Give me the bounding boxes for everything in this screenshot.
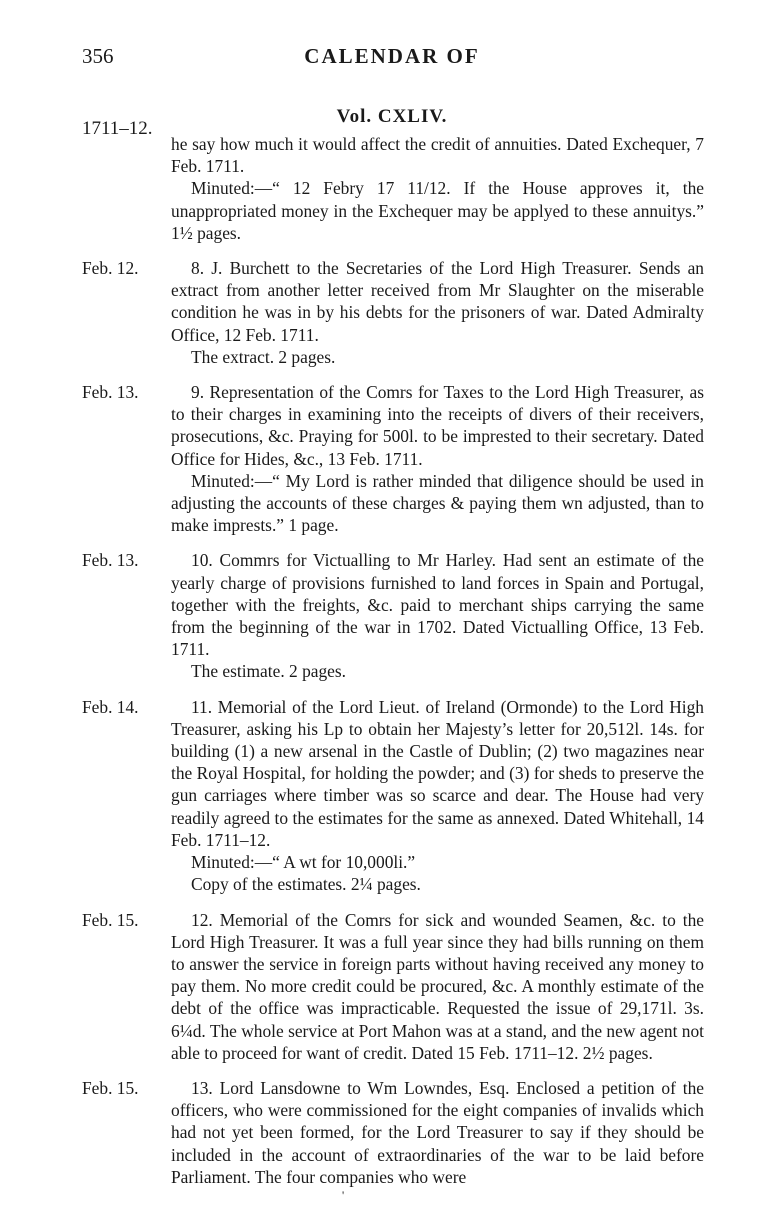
volume-title: Vol. CXLIV.: [336, 106, 448, 127]
calendar-entry: [82, 696, 704, 896]
footer-mark: ': [342, 1188, 345, 1202]
page-number: 356: [82, 44, 114, 68]
calendar-entry: [82, 1077, 704, 1188]
entry-date: Feb. 14.: [82, 696, 139, 717]
entry-text: [171, 1077, 704, 1188]
volume-heading: [82, 106, 702, 139]
entry-paragraph: The estimate. 2 pages.: [191, 661, 347, 682]
calendar-entry: [82, 909, 704, 1064]
entry-paragraph: 10. Commrs for Victualling to Mr Harley. Had sent an estimate of the yearly charge of provisions furnished to land forces in Spain and Portugal, together with the freights, &c. paid to merchant ships carrying the same from the beginning of the war in 1702. Dated Victualling Office, 13 Feb. 1711.: [171, 550, 704, 660]
entry-date: Feb. 13.: [82, 550, 139, 571]
entry-paragraph: Minuted:—“ A wt for 10,000li.”: [191, 852, 416, 873]
calendar-entry: [82, 381, 704, 536]
entry-text: [171, 257, 704, 368]
entry-paragraph: 8. J. Burchett to the Secretaries of the Lord High Treasurer. Sends an extract from another letter received from Mr Slaughter on the miserable condition he was in by his debts for the prisoners of war. Dated Admiralty Office, 12 Feb. 1711.: [171, 258, 704, 345]
entry-paragraph: Minuted:—“ My Lord is rather minded that diligence should be used in adjusting the accounts of these charges & paying them wn adjusted, than to make imprests.” 1 page.: [171, 470, 704, 536]
entry-text: [171, 381, 704, 536]
entry-paragraph: Minuted:—“ 12 Febry 17 11/12. If the House approves it, the unappropriated money in the Exchequer may be applyed to these annuitys.” 1½ pages.: [171, 178, 704, 243]
entry-paragraph: 12. Memorial of the Comrs for sick and wounded Seamen, &c. to the Lord High Treasurer. It was a full year since they had bills running on them to answer the service in foreign parts without having received any money to pay them. No more credit could be procured, &c. A monthly estimate of the debt of the office was impracticable. Requested the issue of 29,171l. 3s. 6¼d. The whole service at Port Mahon was at a stand, and the new agent not able to proceed for want of credit. Dated 15 Feb. 1711–12. 2½ pages.: [171, 909, 704, 1063]
entry-text: [171, 549, 704, 682]
entry-paragraph: Copy of the estimates. 2¼ pages.: [191, 874, 421, 895]
entry-date: Feb. 15.: [82, 1077, 139, 1098]
volume-year: 1711–12.: [82, 118, 153, 139]
calendar-entries: [82, 133, 704, 1188]
entry-text: [171, 909, 704, 1064]
entry-paragraph: 11. Memorial of the Lord Lieut. of Ireland (Ormonde) to the Lord High Treasurer, asking his Lp to obtain her Majesty’s letter for 20,512l. 14s. for building (1) a new arsenal in the Castle of Dublin; (2) two magazines near the Royal Hospital, for holding the powder; and (3) for sheds to preserve the gun carriages where timber was so scarce and dear. The House had very readily agreed to the estimates for the same as annexed. Dated Whitehall, 14 Feb. 1711–12.: [171, 696, 704, 850]
entry-text: [171, 696, 704, 896]
entry-date: Feb. 15.: [82, 909, 139, 930]
entry-paragraph: 9. Representation of the Comrs for Taxes to the Lord High Treasurer, as to their charges in examining into the receipts of divers of their receivers, prosecutions, &c. Praying for 500l. to be imprested to their secretary. Dated Office for Hides, &c., 13 Feb. 1711.: [171, 382, 704, 469]
page-header: [82, 44, 702, 74]
calendar-entry: [82, 133, 704, 244]
calendar-entry: [82, 257, 704, 368]
entry-date: Feb. 12.: [82, 258, 139, 279]
entry-date: Feb. 13.: [82, 382, 139, 403]
calendar-entry: [82, 549, 704, 682]
entry-paragraph: 13. Lord Lansdowne to Wm Lowndes, Esq. Enclosed a petition of the officers, who were commissioned for the eight companies of invalids which had not yet been formed, for the Lord Treasurer to say if they should be included in the account of extraordinaries of the war to be laid before Parliament. The four companies who were: [171, 1077, 704, 1187]
entry-text: [171, 133, 704, 244]
entry-paragraph: The extract. 2 pages.: [191, 346, 336, 367]
running-head: CALENDAR OF: [304, 44, 480, 68]
entry-paragraph: he say how much it would affect the credit of annuities. Dated Exchequer, 7 Feb. 1711.: [171, 134, 704, 177]
